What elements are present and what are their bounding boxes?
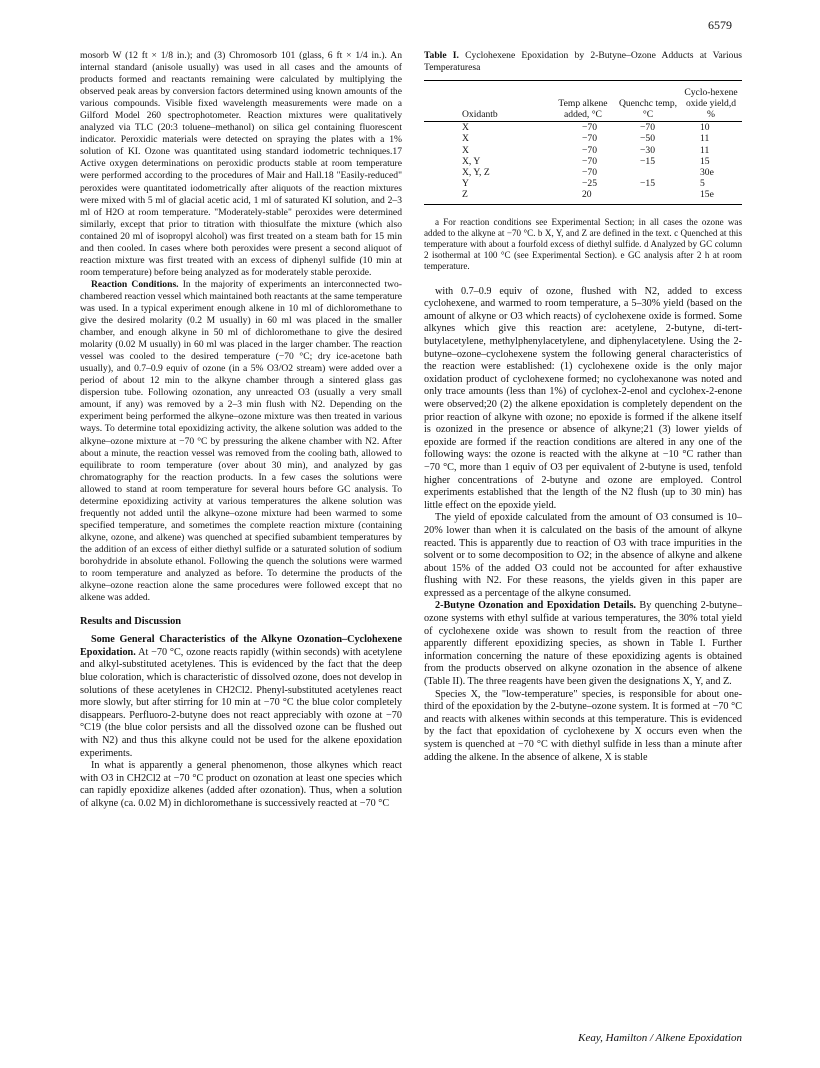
cell-yield: 5	[700, 178, 705, 190]
cell-temp: −70	[582, 122, 598, 134]
cell-quench: −15	[640, 178, 656, 190]
table-header-yield: Cyclo-hexene oxide yield,d %	[680, 87, 742, 122]
table-row	[424, 167, 742, 178]
left-column	[80, 50, 402, 811]
paragraph-general-phenomenon: In what is apparently a general phenomenon, those alkynes which react with O3 in CH2Cl2 at −70 °C product on ozonation at least one species which can rapidly epoxidize alkenes (added after ozonation). Thus, when a solution of alkyne (ca. 0.02 M) in dichloromethane is successively reacted at −70 °C	[80, 760, 402, 809]
cell-oxidant: X	[462, 133, 469, 145]
table-row	[424, 156, 742, 167]
cell-quench: −30	[640, 144, 656, 156]
running-footer: Keay, Hamilton / Alkene Epoxidation	[578, 1032, 742, 1044]
table-row	[424, 189, 742, 204]
cell-oxidant: Y	[462, 178, 469, 190]
table-row	[424, 145, 742, 156]
paragraph-continued: with 0.7–0.9 equiv of ozone, flushed with N2, added to excess cyclohexene, and warmed to room temperature, a 5–30% yield (based on the amount of alkyne or O3 which reacts) of cyclohexene oxide is formed. Some alkynes which give this reaction are: acetylene, 2-butyne, di-tert-butylacetylene, methylphenylacetylene, and diphenylacetylene. Using the 2-butyne–ozone–cyclohexene system the following general characteristics of the reaction were established: (1) cyclohexene oxide is the only major oxidation product of cyclohexene formed; no cyclohexanone was noted and only trace amounts (less than 1%) of cyclohex-2-enol and cyclohex-2-enone were observed;20 (2) the alkene epoxidation is completely dependent on the prior reaction of alkyne with ozone; no epoxide is formed if the alkene itself is ozonized in the presence or absence of alkyne;21 (3) lower yields of epoxide are formed if the reaction conditions are altered in any one of the following ways: the ozone is reacted with the alkyne at −10 °C rather than −70 °C, more than 1 equiv of O3 per equivalent of 2-butyne is used, tenfold higher concentrations of 2-butyne and ozone are employed. Control experiments established that the length of the N2 flush (up to 30 min) has little effect on the epoxide yield.	[424, 285, 742, 511]
cell-temp: −70	[582, 167, 598, 179]
general-characteristics-text: At −70 °C, ozone reacts rapidly (within seconds) with acetylene and alkyl-substituted acetylenes. This is evidenced by the fact that the deep blue coloration, which is characteristic of dissolved ozone, does not develop in solutions of these acetylenes in CH2Cl2. Phenyl-substituted acetylenes react more slowly, but after stirring for 10 min at −70 °C the blue color completely disappears. Perfluoro-2-butyne does not react appreciably with ozone at −70 °C19 (the blue color persists and all the dissolved ozone can be flushed out with N2) and thus this alkyne could not be used for the alkene epoxidation experiments.	[80, 646, 402, 759]
cell-oxidant: Z	[424, 189, 550, 204]
table-caption	[424, 50, 742, 74]
table-row	[424, 122, 742, 134]
paragraph-species-x: Species X, the "low-temperature" species, is responsible for about one-third of the epoxidation by the 2-butyne–ozone system. It is formed at −70 °C and reacts with alkenes within seconds at this temperature. This is evidenced by the fact that epoxidation of cyclohexene by X occurs even when the system is quenched at −70 °C with diethyl sulfide in less than a minute after adding the alkene. In the absence of alkene, X is stable	[424, 688, 742, 763]
table-epoxidation	[424, 80, 742, 205]
cell-yield: 15	[700, 155, 710, 167]
run-in-heading-butyne: 2-Butyne Ozonation and Epoxidation Details.	[435, 600, 636, 612]
cell-yield: 11	[700, 133, 710, 145]
paragraph-epoxide-yield: The yield of epoxide calculated from the amount of O3 consumed is 10–20% lower than when it is calculated on the basis of the amount of alkyne reacted. This is apparently due to reaction of O3 with trace impurities in the solvent or to some decomposition to O2; in the absence of alkyne and alkene about 15% of the added O3 could not be accounted for after exhaustive flushing with N2. For these reasons, the yields given in this paper are expressed as a percentage of the alkyne consumed.	[424, 512, 742, 599]
cell-quench: −50	[640, 133, 656, 145]
page-number: 6579	[708, 18, 732, 32]
cell-oxidant: X, Y, Z	[462, 167, 490, 179]
section-title-results: Results and Discussion	[80, 616, 182, 628]
paragraph-experimental-intro: mosorb W (12 ft × 1/8 in.); and (3) Chromosorb 101 (glass, 6 ft × 1/4 in.). An internal standard (anisole usually) was used in all cases and the amounts of products formed and reactants remaining were calculated by multiplying the observed peak areas by conversion factors determined using known amounts of the various compounds. Visible fixed wavelength measurements were made on a Gilford Model 260 spectrophotometer. Reaction mixtures were qualitatively analyzed via TLC (20:3 toluene–methanol) on silica gel containing fluorescent indicator. Peroxidic materials were detected on spraying the plates with a 1% solution of KI. Ozone was quantitated using standard iodometric techniques.17 Active oxygen determinations on peroxidic products stable at room temperature were performed according to the procedures of Mair and Hall.18 "Easily-reduced" peroxides were quantitated iodometrically after aliquots of the reaction mixtures were mixed with 5 ml of glacial acetic acid, 1 ml of saturated KI solution, and 2–3 ml of H2O at room temperature. "Moderately-stable" peroxides were determined similarly, except that prior to titration with thiosulfate the mixture (which also contained 20 ml of isopropyl alcohol) was first treated on a steam bath for 15 min and then cooled. In cases where both peroxides were present a second aliquot of reaction mixture was first treated with an excess of diphenyl sulfide (10 min at room temperature) before being analyzed as for moderately stable peroxide.	[80, 50, 402, 278]
table-label: Table I.	[424, 50, 459, 61]
cell-quench	[616, 167, 680, 178]
cell-yield: 11	[700, 144, 710, 156]
cell-oxidant: X	[462, 122, 469, 134]
reaction-conditions-text: In the majority of experiments an interconnected two-chambered reaction vessel which maintained both reactants at the same temperature was used. In a typical experiment enough alkene in 10 ml of dichloromethane to give the desired molarity (0.2 M usually) in 60 ml was placed in the smaller chamber, and enough alkyne in 50 ml of dichloromethane to give the desired molarity (0.02 M usually) in 60 ml was placed in the larger chamber. The reaction vessel was cooled to the desired temperature (−70 °C; dry ice-acetone bath usually), and 0.7–0.9 equiv of ozone (in a 5% O3/O2 stream) were added over a period of about 12 min to the alkyne chamber through a sintered glass gas dispersion tube. Following ozonation, any unreacted O3 (usually a very small amount, if any) was removed by a 2–3 min flush with N2. Depending on the experiment being performed the alkyne–ozone mixture was then treated in various ways. To determine total epoxidizing activity, the alkene solution was added to the alkyne–ozone mixture at −70 °C by pressuring the alkene chamber with N2. After about a minute, the reaction vessel was removed from the cooling bath, allowed to equilibrate to room temperature (over about 30 min), and analyzed by gas chromatography for the reaction products. In a few cases the solutions were allowed to stand at room temperature for several hours before GC analysis. To determine epoxidizing activity at various temperatures the alkene solution was frequently not added until the alkyne–ozone mixture had been warmed to some specified temperature, and sometimes the complete reaction mixture (containing alkyne, ozone, and alkene) was quenched at specified subambient temperatures by the addition of an excess of either diethyl sulfide or a saturated solution of sodium borohydride in absolute ethanol. Following the quench the solutions were warmed to room temperature and analyzed as before. To determine the products of the alkyne–ozone reaction alone the same procedures were followed except that no alkene was added.	[80, 278, 402, 604]
paragraph-general-characteristics	[80, 634, 402, 760]
run-in-heading-general: Some General Characteristics of the Alkyne Ozonation–Cyclohexene Epoxidation.	[80, 634, 402, 658]
table-row	[424, 133, 742, 144]
cell-quench: −70	[640, 122, 656, 134]
table-footnote-text: a For reaction conditions see Experimental Section; in all cases the ozone was added to the alkyne at −70 °C. b X, Y, and Z are defined in the text. c Quenched at this temperature with about a fourfold excess of diethyl sulfide. d Analyzed by GC column 2 isothermal at 100 °C (see Experimental Section). e GC analysis after 2 h at room temperature.	[424, 216, 742, 272]
cell-quench	[616, 189, 680, 204]
paragraph-butyne-ozonation	[424, 600, 742, 688]
cell-temp: −70	[582, 144, 598, 156]
cell-yield: 15e	[680, 189, 742, 204]
table-header-oxidant: Oxidantb	[424, 87, 550, 122]
table-footnotes	[424, 217, 742, 273]
table-caption-text: Cyclohexene Epoxidation by 2-Butyne–Ozone Adducts at Various Temperaturesa	[424, 50, 742, 73]
cell-oxidant: X, Y	[462, 155, 481, 167]
table-header-temp: Temp alkene added, °C	[550, 87, 616, 122]
right-column	[424, 50, 742, 764]
paragraph-reaction-conditions	[80, 279, 402, 604]
butyne-ozonation-text: By quenching 2-butyne–ozone systems with ethyl sulfide at various temperatures, the 30% total yield of cyclohexene oxide was shown to result from the reaction of three apparently different epoxidizing species, as shown in Table I. Further information concerning the nature of these epoxidizing agents is obtained from the products observed on alkyne ozonation in the absence of alkene (Table II). The three reagents have been given the designations X, Y, and Z.	[424, 600, 742, 688]
cell-quench: −15	[640, 155, 656, 167]
table-row	[424, 178, 742, 189]
cell-oxidant: X	[462, 144, 469, 156]
cell-temp: −25	[582, 178, 598, 190]
cell-temp: 20	[550, 189, 616, 204]
cell-yield: 30e	[700, 167, 714, 179]
cell-temp: −70	[582, 155, 598, 167]
run-in-heading-reaction-conditions: Reaction Conditions.	[91, 278, 179, 290]
table-header-quench: Quenchc temp, °C	[616, 87, 680, 122]
cell-yield: 10	[700, 122, 710, 134]
cell-temp: −70	[582, 133, 598, 145]
